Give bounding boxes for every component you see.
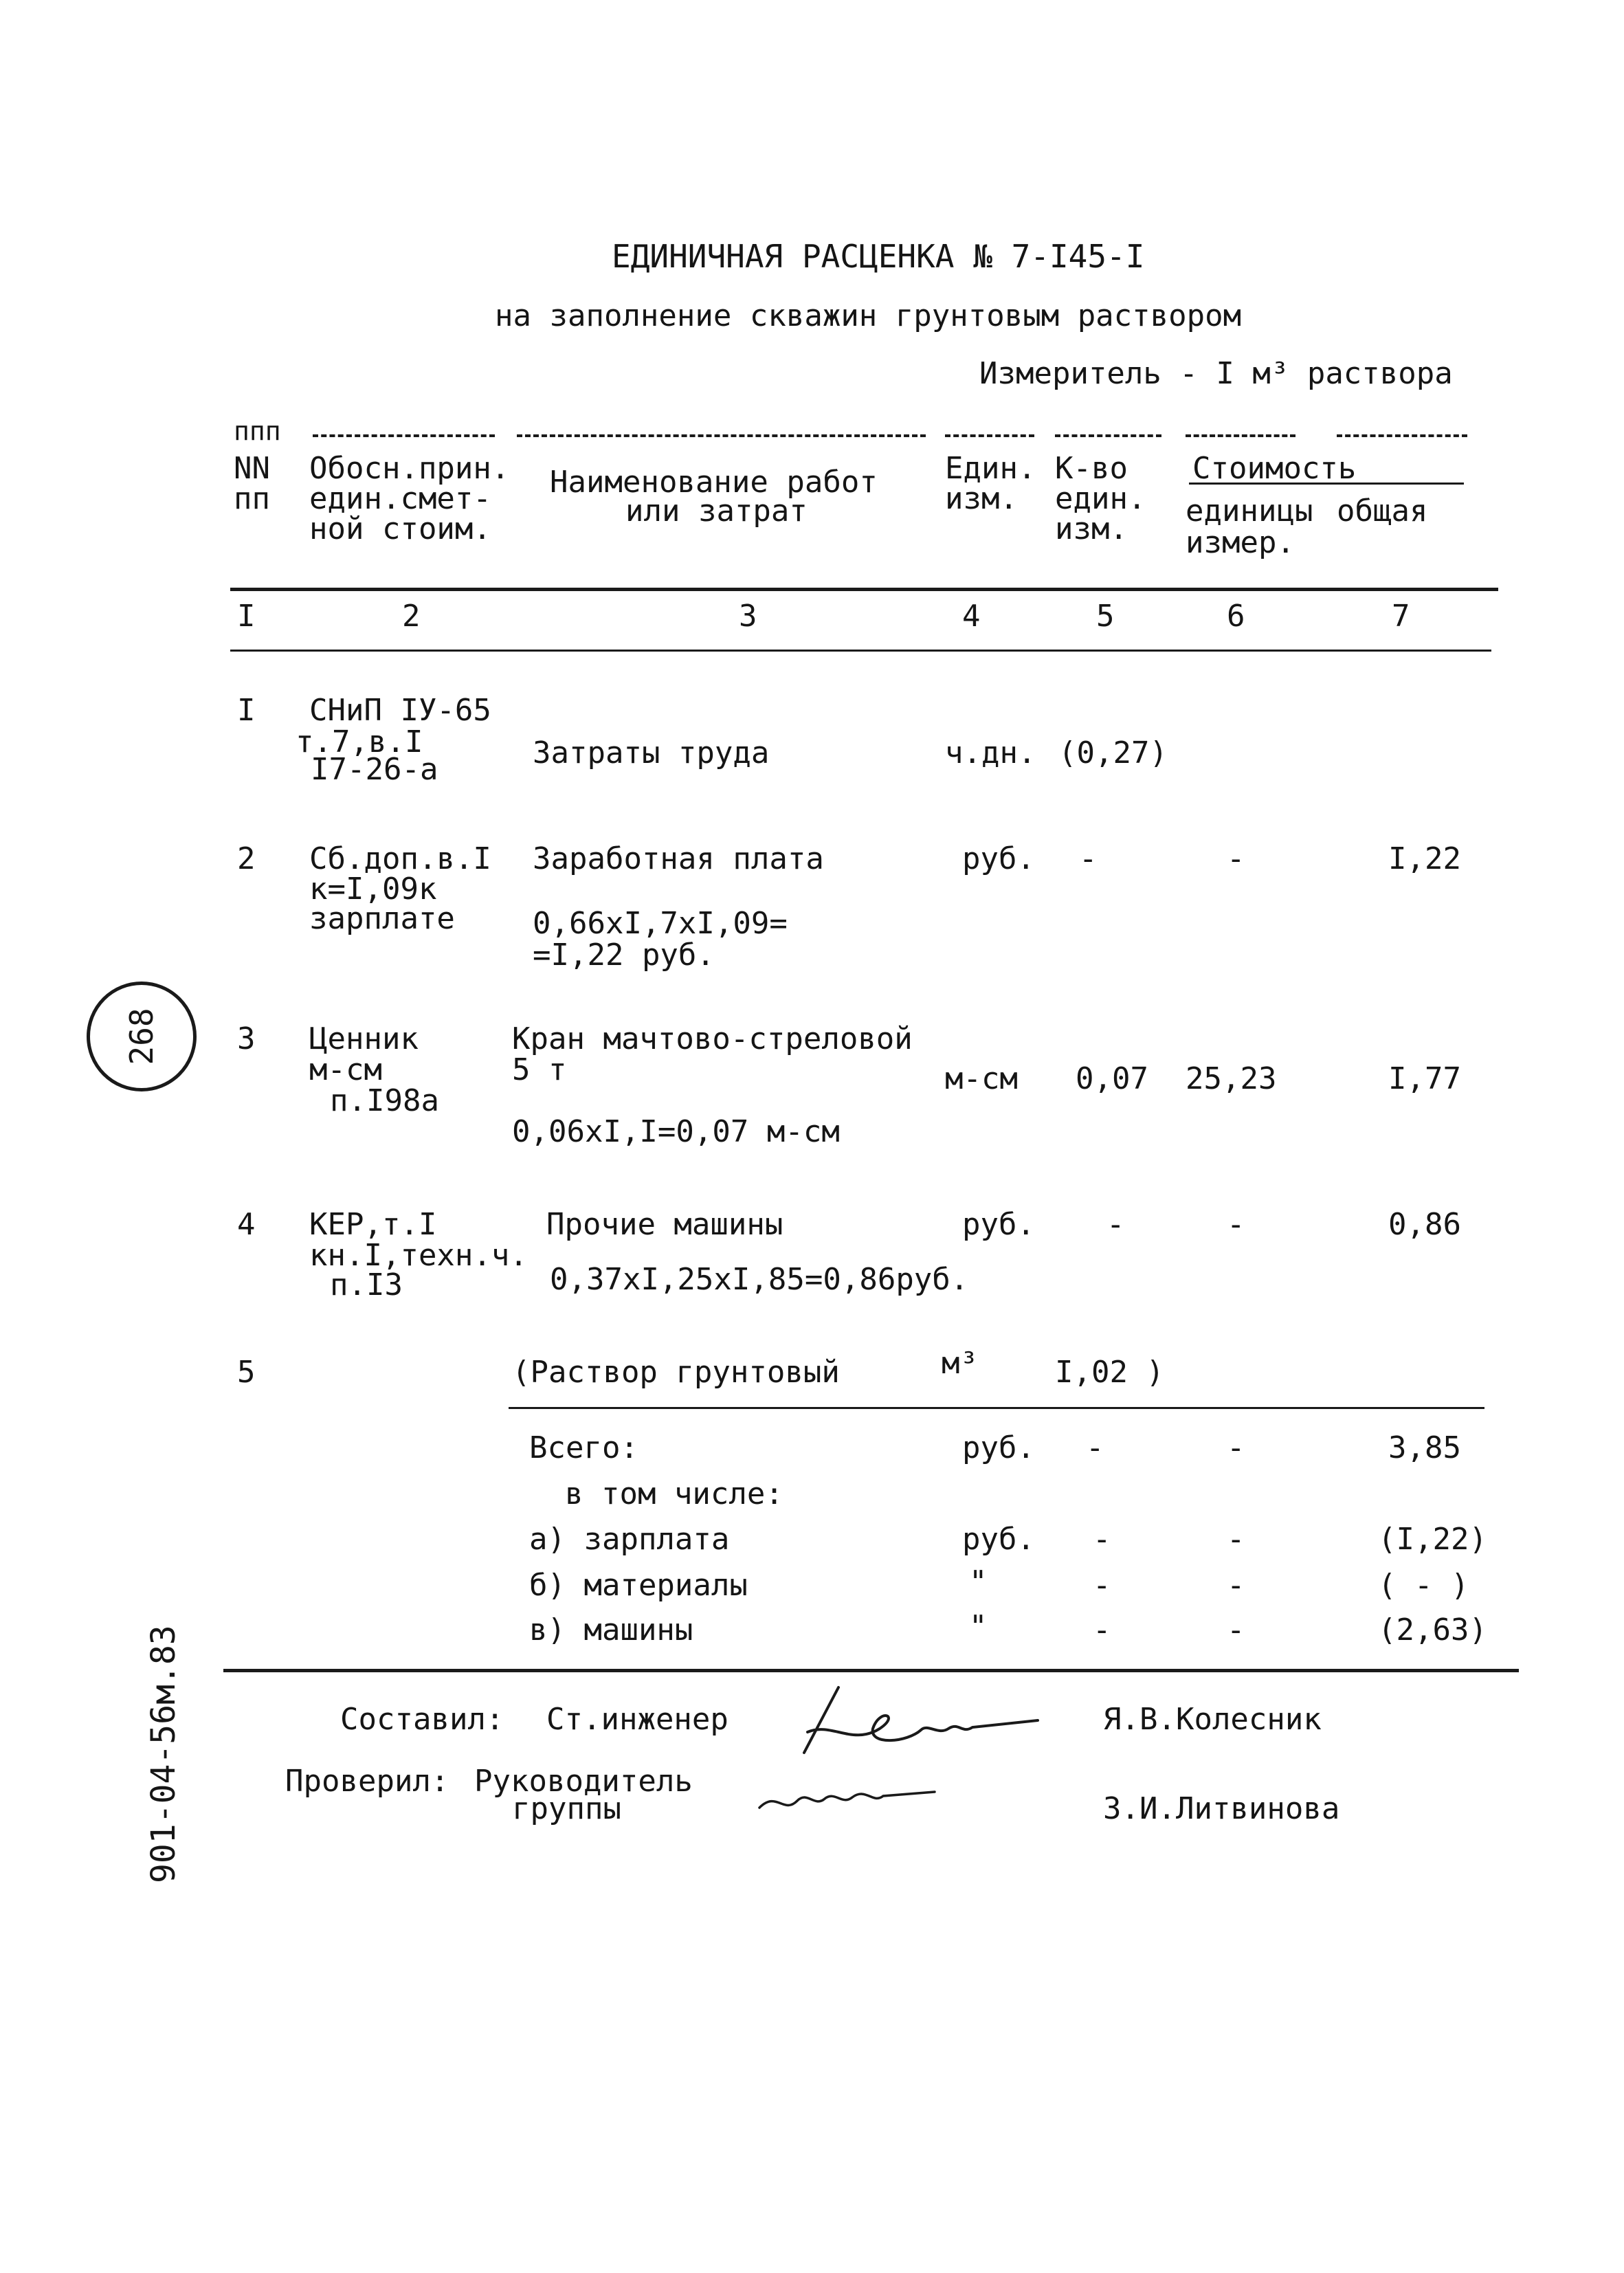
row5-qty: I,02 ) [1055, 1355, 1164, 1390]
col-number-2: 2 [402, 599, 421, 634]
row3-total: I,77 [1388, 1061, 1461, 1096]
row2-basis-line3: зарплате [309, 901, 455, 936]
header-cost-title: Стоимость [1192, 451, 1357, 486]
row4-unit: руб. [962, 1207, 1035, 1242]
measure-unit: Измеритель - I м³ раствора [979, 356, 1453, 391]
total-label: Всего: [529, 1430, 638, 1465]
header-col1-line1: NN [234, 451, 270, 486]
machines-unit: " [969, 1609, 988, 1644]
total-price: - [1227, 1430, 1245, 1465]
header-col3-line2: или затрат [625, 494, 808, 529]
salary-qty: - [1093, 1522, 1111, 1557]
col-number-5: 5 [1096, 599, 1115, 634]
col-number-4: 4 [962, 599, 981, 634]
page-stamp [87, 982, 197, 1091]
row4-basis-line3: п.I3 [330, 1267, 403, 1302]
row1-qty: (0,27) [1058, 735, 1168, 770]
materials-unit: " [969, 1564, 988, 1599]
compiled-signature [790, 1681, 1045, 1760]
row3-basis-line2: м-см [309, 1052, 382, 1087]
stamp-number: 268 [123, 1008, 160, 1065]
row4-price: - [1227, 1207, 1245, 1242]
checked-name: З.И.Литвинова [1103, 1791, 1340, 1826]
row1-name: Затраты труда [533, 735, 770, 770]
row2-unit: руб. [962, 841, 1035, 876]
materials-value: ( - ) [1378, 1568, 1469, 1603]
materials-qty: - [1093, 1568, 1111, 1603]
salary-unit: руб. [962, 1522, 1035, 1557]
row4-basis-line2: кн.I,техн.ч. [309, 1238, 528, 1273]
row2-price: - [1227, 841, 1245, 876]
row4-name-line2: 0,37хI,25хI,85=0,86руб. [550, 1262, 969, 1297]
machines-value: (2,63) [1378, 1612, 1487, 1648]
including-label: в том числе: [565, 1476, 783, 1511]
header-col5-line3: изм. [1055, 511, 1128, 546]
compiled-label: Составил: [340, 1702, 504, 1737]
header-col6-line1: единицы [1186, 494, 1313, 529]
salary-label: а) зарплата [529, 1522, 730, 1557]
subtotal-rule [509, 1407, 1484, 1409]
row3-name-line3: 0,06хI,I=0,07 м-см [512, 1114, 840, 1149]
header-col5-line1: К-во [1055, 451, 1128, 486]
row3-basis-line3: п.I98а [330, 1083, 439, 1118]
header-col4-line1: Един. [945, 451, 1036, 486]
row2-qty: - [1079, 841, 1098, 876]
row5-number: 5 [237, 1355, 256, 1390]
header-rule [230, 588, 1498, 591]
checked-role-line1: Руководитель [474, 1764, 693, 1799]
row5-name: (Раствор грунтовый [512, 1355, 840, 1390]
row4-number: 4 [237, 1207, 256, 1242]
row2-number: 2 [237, 841, 256, 876]
row2-basis-line2: к=I,09к [309, 872, 437, 907]
salary-price: - [1227, 1522, 1245, 1557]
materials-price: - [1227, 1568, 1245, 1603]
row1-basis-line2: т.7,в.I [296, 724, 423, 759]
row2-name-line3: =I,22 руб. [533, 938, 715, 973]
row4-qty: - [1106, 1207, 1125, 1242]
compiled-name: Я.В.Колесник [1103, 1702, 1322, 1737]
header-col2-line3: ной стоим. [309, 511, 491, 546]
row3-basis-line1: Ценник [309, 1021, 419, 1056]
header-dash-rule [1055, 434, 1161, 437]
document-subtitle: на заполнение скважин грунтовым раствором [495, 298, 1242, 333]
checked-label: Проверил: [285, 1764, 449, 1799]
cost-underline [1189, 483, 1464, 485]
row3-name-line1: Кран мачтово-стреловой [512, 1021, 913, 1056]
row3-qty: 0,07 [1076, 1061, 1148, 1096]
row2-name-line2: 0,66хI,7хI,09= [533, 906, 788, 941]
row3-number: 3 [237, 1021, 256, 1056]
header-col7: общая [1337, 494, 1428, 529]
compiled-role: Ст.инженер [546, 1702, 728, 1737]
footer-rule [223, 1669, 1519, 1672]
col-number-1: I [237, 599, 256, 634]
row2-total: I,22 [1388, 841, 1461, 876]
header-col2-line2: един.смет- [309, 481, 491, 516]
row2-name-line1: Заработная плата [533, 841, 824, 876]
row1-basis-line3: I7-26-а [311, 752, 438, 787]
salary-value: (I,22) [1378, 1522, 1487, 1557]
row5-unit: м³ [942, 1346, 978, 1381]
materials-label: б) материалы [529, 1568, 748, 1603]
row3-unit: м-см [945, 1061, 1018, 1096]
header-col1-line2: пп [234, 481, 270, 516]
machines-label: в) машины [529, 1612, 693, 1648]
document-code: 901-04-56м.83 [144, 1625, 183, 1883]
total-qty: - [1086, 1430, 1104, 1465]
col-number-3: 3 [739, 599, 757, 634]
row4-name-line1: Прочие машины [546, 1207, 783, 1242]
row1-unit: ч.дн. [945, 735, 1036, 770]
header-dash-rule [945, 434, 1034, 437]
row4-total: 0,86 [1388, 1207, 1461, 1242]
machines-price: - [1227, 1612, 1245, 1648]
checked-signature [756, 1777, 942, 1818]
checked-role-line2: группы [512, 1791, 621, 1826]
numbers-rule [230, 650, 1491, 652]
header-dash-rule [1337, 434, 1467, 437]
total-unit: руб. [962, 1430, 1035, 1465]
row1-basis-line1: СНиП IУ-65 [309, 693, 491, 728]
row1-number: I [237, 693, 256, 728]
col-number-7: 7 [1392, 599, 1410, 634]
total-value: 3,85 [1388, 1430, 1461, 1465]
header-col6-line2: измер. [1186, 525, 1295, 560]
header-dash-rule [1186, 434, 1295, 437]
col-number-6: 6 [1227, 599, 1245, 634]
row3-price: 25,23 [1186, 1061, 1277, 1096]
header-dash-rule [313, 434, 495, 437]
header-hash-mark: ппп [234, 416, 281, 446]
document-title: ЕДИНИЧНАЯ РАСЦЕНКА № 7-I45-I [612, 238, 1145, 275]
row2-basis-line1: Сб.доп.в.I [309, 841, 491, 876]
header-dash-rule [517, 434, 926, 437]
header-col3-line1: Наименование работ [550, 465, 878, 500]
machines-qty: - [1093, 1612, 1111, 1648]
header-col5-line2: един. [1055, 481, 1146, 516]
row4-basis-line1: КЕР,т.I [309, 1207, 437, 1242]
row3-name-line2: 5 т [512, 1052, 567, 1087]
header-col4-line2: изм. [945, 481, 1018, 516]
header-col2-line1: Обосн.прин. [309, 451, 510, 486]
